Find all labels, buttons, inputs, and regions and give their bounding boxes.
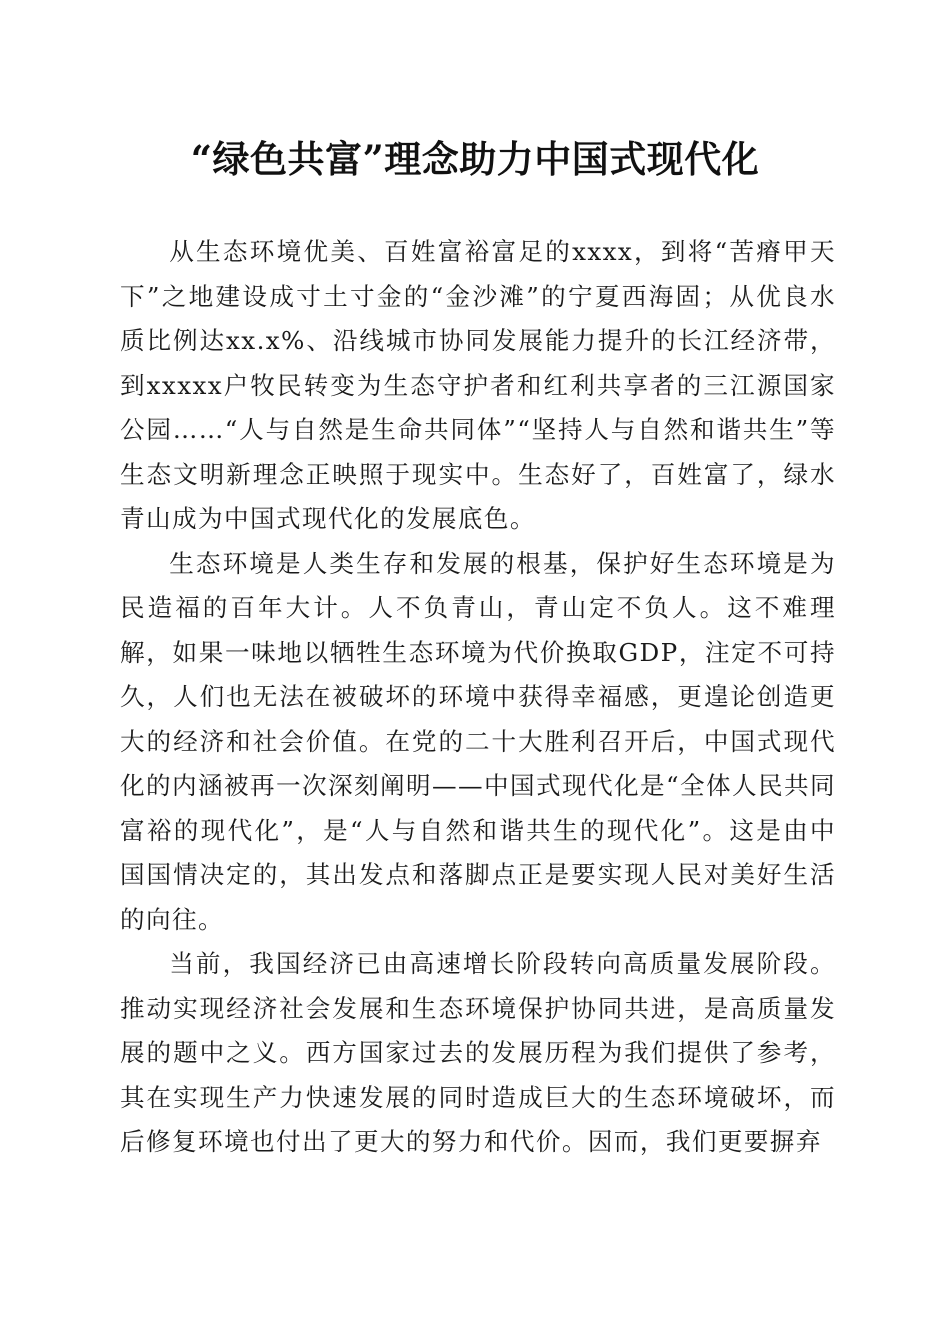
document-body xyxy=(120,230,836,1165)
paragraph-2: 生态环境是人类生存和发展的根基，保护好生态环境是为民造福的百年大计。人不负青山，青山定不负人。这不难理解，如果一味地以牺牲生态环境为代价换取GDP，注定不可持久，人们也无法在被破坏的环境中获得幸福感，更遑论创造更大的经济和社会价值。在党的二十大胜利召开后，中国式现代化的内涵被再一次深刻阐明——中国式现代化是“全体人民共同富裕的现代化”，是“人与自然和谐共生的现代化”。这是由中国国情决定的，其出发点和落脚点正是要实现人民对美好生活的向往。 xyxy=(120,548,836,934)
paragraph-3: 当前，我国经济已由高速增长阶段转向高质量发展阶段。推动实现经济社会发展和生态环境保护协同共进，是高质量发展的题中之义。西方国家过去的发展历程为我们提供了参考，其在实现生产力快速发展的同时造成巨大的生态环境破坏，而后修复环境也付出了更大的努力和代价。因而，我们更要摒弃 xyxy=(120,949,836,1156)
paragraph-1: 从生态环境优美、百姓富裕富足的xxxx，到将“苦瘠甲天下”之地建设成寸土寸金的“金沙滩”的宁夏西海固；从优良水质比例达xx.x%、沿线城市协同发展能力提升的长江经济带，到xxxxx户牧民转变为生态守护者和红利共享者的三江源国家公园……“人与自然是生命共同体”“坚持人与自然和谐共生”等生态文明新理念正映照于现实中。生态好了，百姓富了，绿水青山成为中国式现代化的发展底色。 xyxy=(120,237,836,533)
document-title: “绿色共富”理念助力中国式现代化 xyxy=(190,137,760,181)
